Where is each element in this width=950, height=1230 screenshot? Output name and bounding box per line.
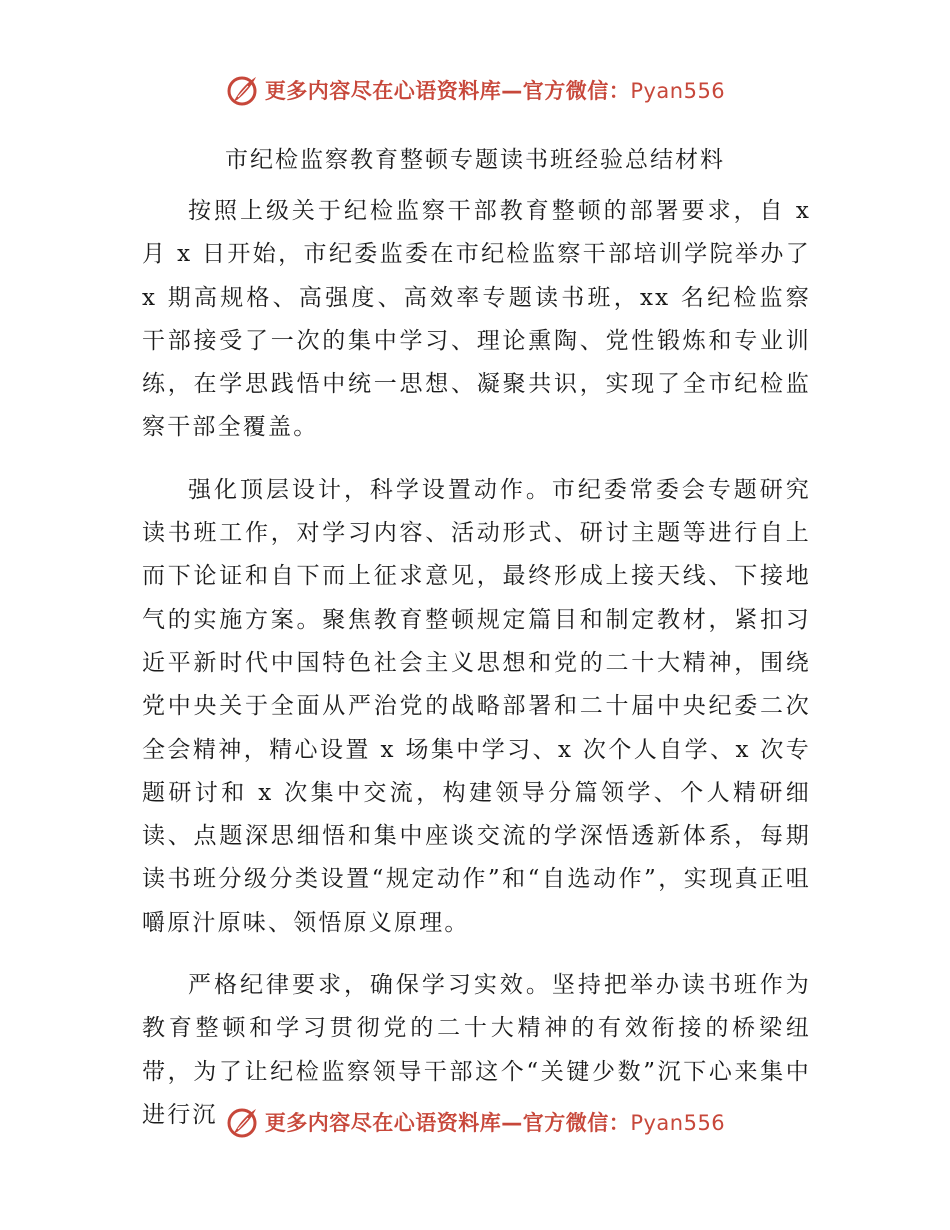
watermark-account: Pyan556 [630,79,726,103]
watermark-account: Pyan556 [630,1111,726,1135]
paragraph-top-level-design: 强化顶层设计，科学设置动作。市纪委常委会专题研究读书班工作，对学习内容、活动形式、研讨主题等进行自上而下论证和自下而上征求意见，最终形成上接天线、下接地气的实施方案。聚焦教育整顿规定篇目和制定教材，紧扣习近平新时代中国特色社会主义思想和党的二十大精神，围绕党中央关于全面从严治党的战略部署和二十届中央纪委二次全会精神，精心设置 x 场集中学习、x 次个人自学、x 次专题研讨和 x 次集中交流，构建领导分篇领学、个人精研细读、点题深思细悟和集中座谈交流的学深悟透新体系，每期读书班分级分类设置“规定动作”和“自选动作”，实现真正咀嚼原汁原味、领悟原义原理。 [142,476,811,936]
quill-pen-circle-icon [225,72,261,108]
document-title: 市纪检监察教育整顿专题读书班经验总结材料 [225,147,725,173]
watermark-text: 更多内容尽在心语资料库—官方微信：Pyan556 [264,1111,726,1135]
paragraph-intro: 按照上级关于纪检监察干部教育整顿的部署要求，自 x 月 x 日开始，市纪委监委在市纪检监察干部培训学院举办了 x 期高规格、高强度、高效率专题读书班，xx 名纪检监察干部接受了一次的集中学习、理论熏陶、党性锻炼和专业训练，在学思践悟中统一思想、凝聚共识，实现了全市纪检监察干部全覆盖。 [142,198,811,441]
document-body [142,190,811,1156]
quill-pen-circle-icon [225,1104,261,1140]
watermark-text: 更多内容尽在心语资料库—官方微信：Pyan556 [264,79,726,103]
header-watermark-banner [0,68,950,112]
paragraph-discipline: 严格纪律要求，确保学习实效。坚持把举办读书班作为教育整顿和学习贯彻党的二十大精神的有效衔接的桥梁纽带，为了让纪检监察领导干部这个“关键少数”沉下心来集中进行沉 [142,972,811,1128]
footer-watermark-banner [0,1100,950,1144]
